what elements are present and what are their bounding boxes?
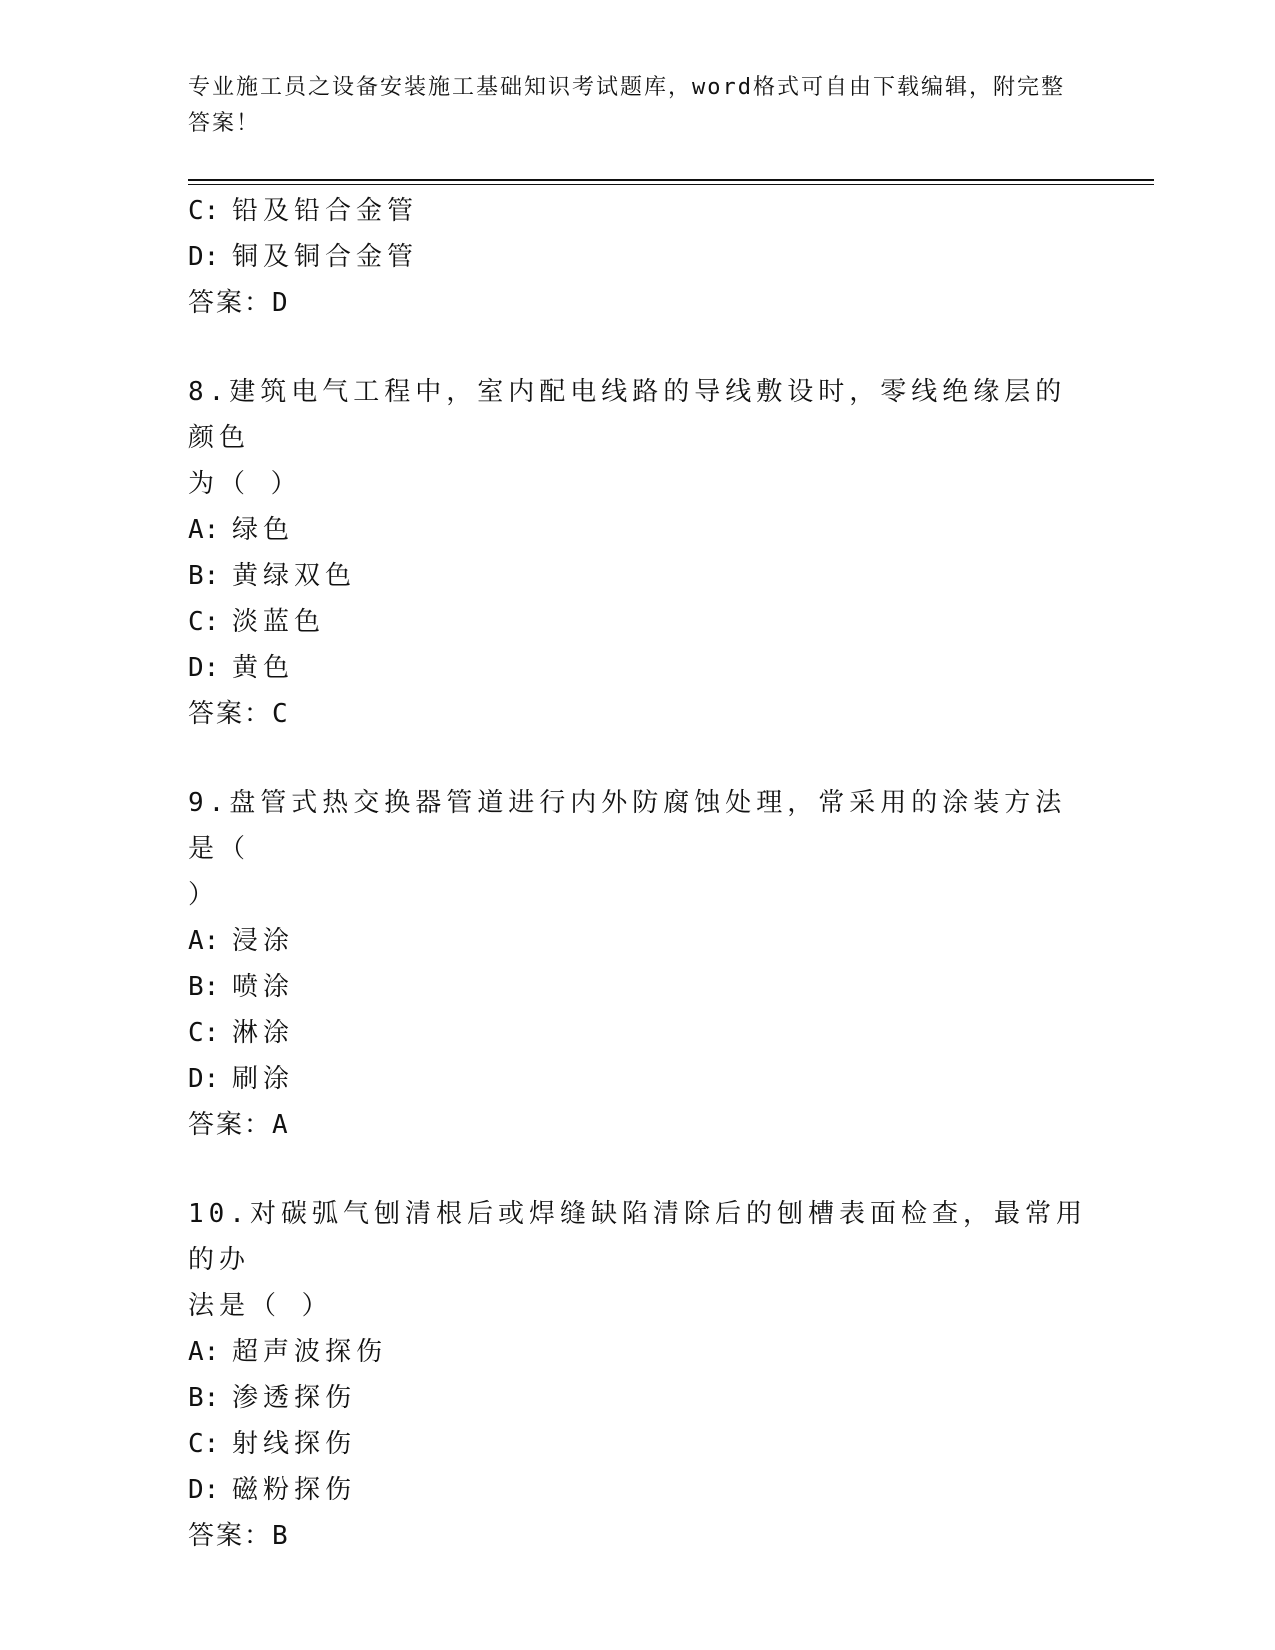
option-letter: A: — [188, 1337, 220, 1367]
option-text: 黄色 — [232, 653, 295, 683]
answer: 答案：D — [188, 288, 290, 318]
option-text: 超声波探伤 — [232, 1337, 388, 1367]
option-d — [188, 234, 1088, 280]
option-letter: D: — [188, 242, 220, 272]
option-text: 黄绿双色 — [232, 561, 357, 591]
option-text: 浸涂 — [232, 926, 295, 956]
option-letter: C: — [188, 1018, 220, 1048]
document-header: 专业施工员之设备安装施工基础知识考试题库，word格式可自由下载编辑，附完整答案！ — [188, 75, 1065, 136]
option-text: 淋涂 — [232, 1018, 295, 1048]
question-list — [188, 188, 1088, 1559]
option-letter: D: — [188, 1064, 220, 1094]
option-a — [188, 507, 1088, 553]
option-letter: C: — [188, 607, 220, 637]
option-letter: C: — [188, 1429, 220, 1459]
option-c — [188, 599, 1088, 645]
option-c — [188, 1421, 1088, 1467]
header-divider-thick — [188, 179, 1154, 181]
question-8 — [188, 369, 1088, 737]
question-stem-continued: ） — [188, 880, 220, 910]
option-letter: D: — [188, 1475, 220, 1505]
option-text: 铜及铜合金管 — [232, 242, 419, 272]
option-letter: B: — [188, 972, 220, 1002]
question-9 — [188, 780, 1088, 1148]
question-stem: 9.盘管式热交换器管道进行内外防腐蚀处理，常采用的涂装方法是（ — [188, 788, 1067, 864]
option-a — [188, 1329, 1088, 1375]
option-letter: B: — [188, 1383, 220, 1413]
spacer — [188, 737, 1088, 780]
question-10 — [188, 1191, 1088, 1559]
option-d — [188, 645, 1088, 691]
option-text: 刷涂 — [232, 1064, 295, 1094]
option-a — [188, 918, 1088, 964]
header-divider-thin — [188, 184, 1154, 185]
question-stem: 10.对碳弧气刨清根后或焊缝缺陷清除后的刨槽表面检查，最常用的办 — [188, 1199, 1087, 1275]
option-b — [188, 553, 1088, 599]
option-b — [188, 964, 1088, 1010]
spacer — [188, 1148, 1088, 1191]
spacer — [188, 326, 1088, 369]
option-b — [188, 1375, 1088, 1421]
option-c — [188, 188, 1088, 234]
answer: 答案：A — [188, 1110, 290, 1140]
option-text: 淡蓝色 — [232, 607, 326, 637]
option-letter: D: — [188, 653, 220, 683]
option-text: 渗透探伤 — [232, 1383, 357, 1413]
partial-question — [188, 188, 1088, 326]
option-text: 射线探伤 — [232, 1429, 357, 1459]
option-letter: A: — [188, 515, 220, 545]
option-letter: C: — [188, 196, 220, 226]
option-d — [188, 1056, 1088, 1102]
question-stem-continued: 法是（ ） — [188, 1291, 333, 1321]
answer: 答案：C — [188, 699, 290, 729]
option-text: 铅及铅合金管 — [232, 196, 419, 226]
question-stem-continued: 为（ ） — [188, 469, 302, 499]
option-c — [188, 1010, 1088, 1056]
option-text: 绿色 — [232, 515, 295, 545]
option-text: 喷涂 — [232, 972, 295, 1002]
option-text: 磁粉探伤 — [232, 1475, 357, 1505]
option-letter: A: — [188, 926, 220, 956]
question-stem: 8.建筑电气工程中，室内配电线路的导线敷设时，零线绝缘层的颜色 — [188, 377, 1067, 453]
option-letter: B: — [188, 561, 220, 591]
answer: 答案：B — [188, 1521, 290, 1551]
option-d — [188, 1467, 1088, 1513]
